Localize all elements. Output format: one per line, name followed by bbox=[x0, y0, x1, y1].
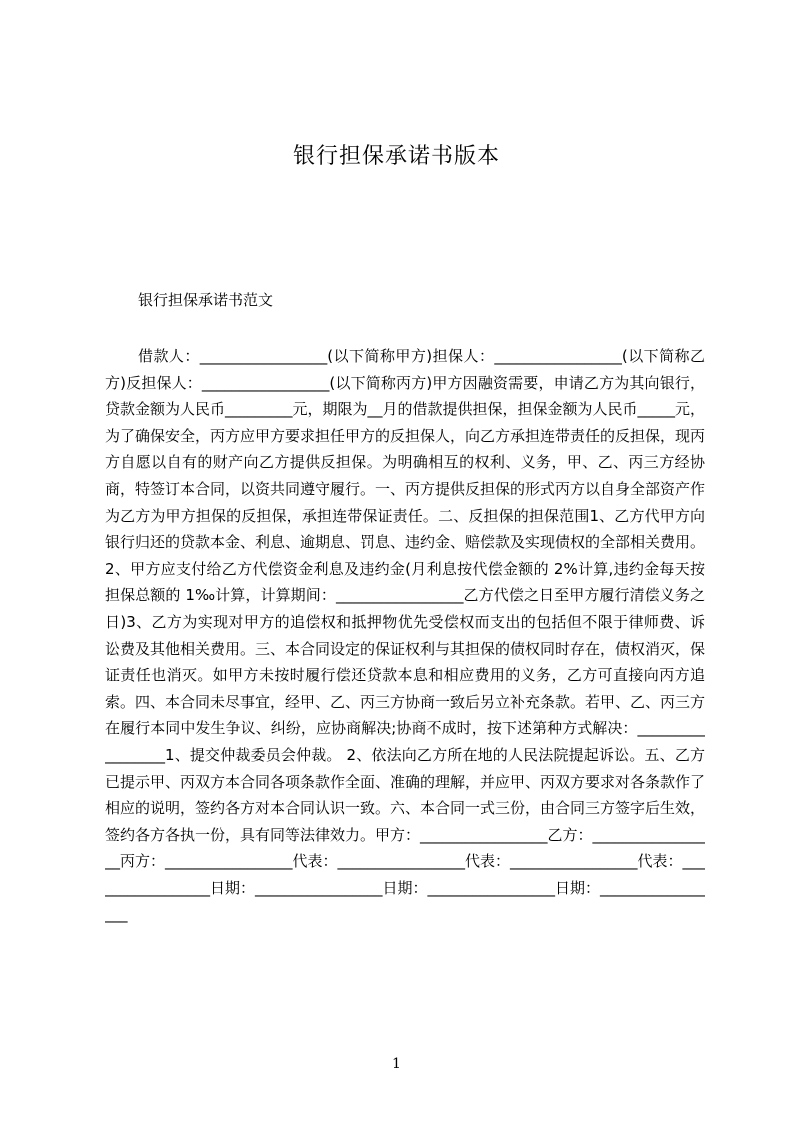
document-body: 借款人：_________________(以下简称甲方)担保人：_________________(以下简称乙方)反担保人：_________________(以下简称丙方)甲方因融资需要，申请乙方为其向银行，贷款金额为人民币_________元，期限为__月的借款提供担保，担保金额为人民币_____元，为了确保安全，丙方应甲方要求担任甲方的反担保人，向乙方承担连带责任的反担保，现丙方自愿以自有的财产向乙方提供反担保。为明确相互的权利、义务，甲、乙、丙三方经协商，特签订本合同，以资共同遵守履行。一、丙方提供反担保的形式丙方以自身全部资产作为乙方为甲方担保的反担保，承担连带保证责任。二、反担保的担保范围1、乙方代甲方向银行归还的贷款本金、利息、逾期息、罚息、违约金、赔偿款及实现债权的全部相关费用。2、甲方应支付给乙方代偿资金利息及违约金(月利息按代偿金额的 2%计算,违约金每天按担保总额的 1‰计算，计算期间：_________________乙方代偿之日至甲方履行清偿义务之日)3、乙方为实现对甲方的追偿权和抵押物优先受偿权而支出的包括但不限于律师费、诉讼费及其他相关费用。三、本合同设定的保证权利与其担保的债权同时存在，债权消灭，保证责任也消灭。如甲方未按时履行偿还贷款本息和相应费用的义务，乙方可直接向丙方追索。四、本合同未尽事宜，经甲、乙、丙三方协商一致后另立补充条款。若甲、乙、丙三方在履行本同中发生争议、纠纷，应协商解决;协商不成时，按下述第种方式解决：_________________1、提交仲裁委员会仲裁。 2、依法向乙方所在地的人民法院提起诉讼。五、乙方已提示甲、丙双方本合同各项条款作全面、准确的理解，并应甲、丙双方要求对各条款作了相应的说明，签约各方对本合同认识一致。六、本合同一式三份，由合同三方签字后生效，签约各方各执一份，具有同等法律效力。甲方：_________________乙方：_________________丙方：_________________代表：_________________代表：_________________代表：_________________日期：_________________日期：_________________日期：_________________ bbox=[105, 347, 705, 924]
document-subtitle: 银行担保承诺书范文 bbox=[138, 291, 274, 309]
page-number: 1 bbox=[392, 1056, 401, 1072]
document-title: 银行担保承诺书版本 bbox=[292, 144, 500, 169]
